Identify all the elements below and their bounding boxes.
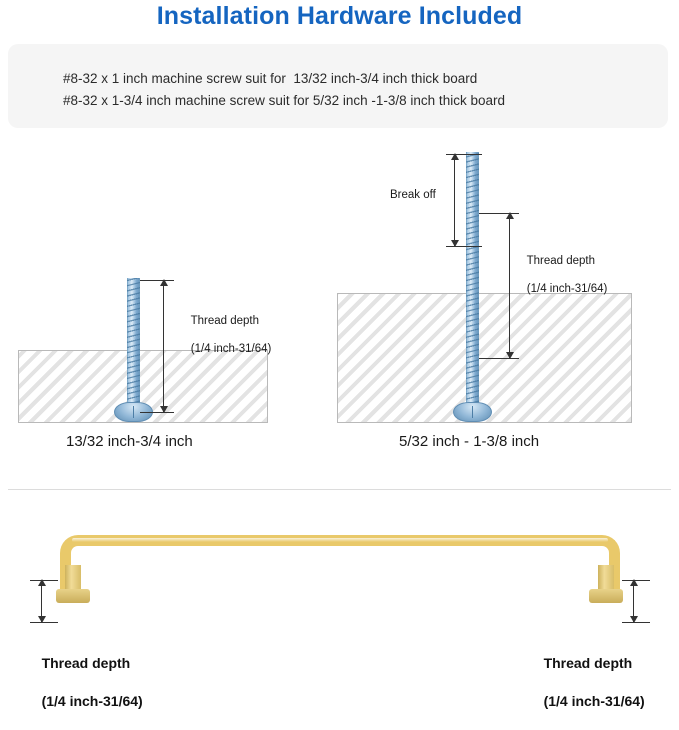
handle-dim-tick-right-top [622,580,650,581]
section-divider [8,489,671,490]
handle-right-label-line1: Thread depth [543,655,633,671]
handle-right-label-line2: (1/4 inch-31/64) [543,693,645,709]
dim-tick-right-top [479,213,519,214]
dim-tick-breakoff-bottom [446,246,482,247]
handle-dim-tick-left-top [30,580,58,581]
spec-line-1: #8-32 x 1 inch machine screw suit for 13/32 inch-3/4 inch thick board [63,71,478,86]
caption-right: 5/32 inch - 1-3/8 inch [399,433,540,450]
cabinet-handle-bar [60,535,620,597]
thread-depth-right-line2: (1/4 inch-31/64) [526,283,608,295]
dim-line-left-vertical [163,280,164,412]
thread-depth-label-left [178,300,271,370]
dim-tick-left-top [140,280,174,281]
spec-line-2: #8-32 x 1-3/4 inch machine screw suit for 5/32 inch -1-3/8 inch thick board [63,93,505,108]
handle-base-right [589,589,623,603]
dim-line-breakoff [454,154,455,246]
dim-line-right-vertical [509,213,510,358]
handle-highlight [72,538,608,542]
handle-dim-tick-right-bottom [622,622,650,623]
thread-depth-right-line1: Thread depth [526,255,595,267]
thread-depth-left-line1: Thread depth [190,315,259,327]
handle-thread-depth-right [528,635,645,730]
caption-left: 13/32 inch-3/4 inch [66,433,193,450]
handle-left-label-line1: Thread depth [41,655,131,671]
break-off-label: Break off [390,189,436,201]
dim-tick-left-bottom [140,412,174,413]
dim-tick-breakoff-top [446,154,482,155]
handle-diagram [0,500,679,709]
thread-depth-label-right [514,240,607,310]
installation-diagram [0,130,679,460]
thread-depth-left-line2: (1/4 inch-31/64) [190,343,272,355]
handle-base-left [56,589,90,603]
page-title: Installation Hardware Included [156,2,523,30]
specification-panel [8,44,668,128]
dim-tick-right-bottom [479,358,519,359]
handle-dim-tick-left-bottom [30,622,58,623]
handle-thread-depth-left [26,635,143,730]
handle-left-label-line2: (1/4 inch-31/64) [41,693,143,709]
